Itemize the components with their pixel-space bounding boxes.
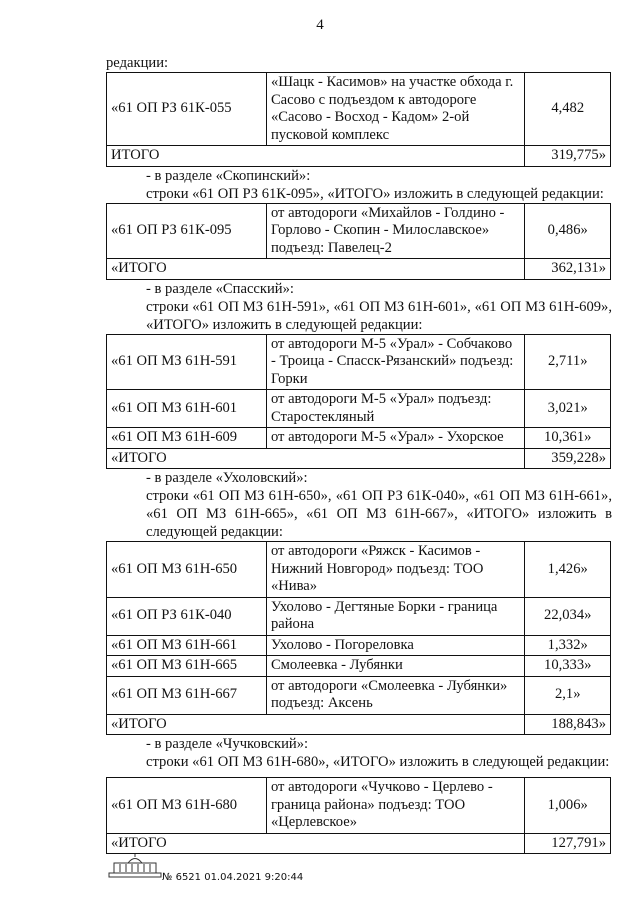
section-instruction: строки «61 ОП РЗ 61К-095», «ИТОГО» изложить в следующей редакции: [146,185,604,202]
road-code: «61 ОП РЗ 61К-095 [107,203,267,259]
table-row [107,390,611,428]
road-code: «61 ОП МЗ 61Н-591 [107,334,267,390]
total-value: 362,131» [525,259,611,280]
road-code: «61 ОП РЗ 61К-040 [107,597,267,635]
road-code: «61 ОП МЗ 61Н-650 [107,542,267,598]
table-row [107,635,611,656]
page-number: 4 [316,17,324,33]
road-code: «61 ОП РЗ 61К-055 [107,73,267,146]
road-code: «61 ОП МЗ 61Н-665 [107,656,267,677]
total-value: 188,843» [525,714,611,735]
total-label: «ИТОГО [107,448,525,469]
total-row [107,448,611,469]
road-name: от автодороги М-5 «Урал» - Собчаково - Троица - Спасск-Рязанский» подъезд: Горки [266,334,525,390]
total-row [107,259,611,280]
table-row [107,73,611,146]
section-heading: - в разделе «Скопинский»: [146,167,311,184]
table-row [107,334,611,390]
road-name: от автодороги «Чучково - Церлево - граница района» подъезд: ТОО «Церлевское» [266,778,525,834]
table-row [107,428,611,449]
road-code: «61 ОП МЗ 61Н-680 [107,778,267,834]
road-length: 1,006» [525,778,611,834]
road-code: «61 ОП МЗ 61Н-609 [107,428,267,449]
total-row [107,146,611,167]
road-length: 22,034» [525,597,611,635]
road-name: от автодороги «Смолеевка - Лубянки» подъезд: Аксень [266,676,525,714]
road-length: 0,486» [525,203,611,259]
road-length: 3,021» [525,390,611,428]
road-length: 4,482 [525,73,611,146]
total-label: «ИТОГО [107,833,525,854]
road-length: 2,1» [525,676,611,714]
table-row [107,656,611,677]
total-label: «ИТОГО [107,714,525,735]
table-row [107,597,611,635]
road-length: 2,711» [525,334,611,390]
section-heading: - в разделе «Ухоловский»: [146,470,308,486]
roads-table [106,541,611,735]
section-heading: - в разделе «Чучковский»: [146,736,309,752]
road-name: от автодороги М-5 «Урал» - Ухорское [266,428,525,449]
table-row [107,203,611,259]
roads-table [106,72,611,167]
total-value: 319,775» [525,146,611,167]
section-instruction: строки «61 ОП МЗ 61Н-591», «61 ОП МЗ 61Н-601», «61 ОП МЗ 61Н-609», «ИТОГО» изложить в следующей редакции: [146,298,612,333]
road-length: 1,426» [525,542,611,598]
roads-table [106,777,611,854]
roads-table [106,334,611,470]
table-row [107,542,611,598]
road-name: от автодороги М-5 «Урал» подъезд: Старостекляный [266,390,525,428]
total-row [107,714,611,735]
total-row [107,833,611,854]
total-value: 127,791» [525,833,611,854]
road-name: Ухолово - Погореловка [266,635,525,656]
document-body [106,54,612,854]
road-name: Смолеевка - Лубянки [266,656,525,677]
road-name: от автодороги «Ряжск - Касимов - Нижний Новгород» подъезд: ТОО «Нива» [266,542,525,598]
footer-emblem [108,853,162,884]
government-building-emblem-icon [108,853,162,879]
road-code: «61 ОП МЗ 61Н-601 [107,390,267,428]
road-length: 1,332» [525,635,611,656]
section-instruction: строки «61 ОП МЗ 61Н-650», «61 ОП РЗ 61К-040», «61 ОП МЗ 61Н-661», «61 ОП МЗ 61Н-665», «61 ОП МЗ 61Н-667», «ИТОГО» изложить в следующей редакции: [146,488,612,540]
total-label: «ИТОГО [107,259,525,280]
roads-table [106,203,611,280]
registration-stamp: № 6521 01.04.2021 9:20:44 [162,872,304,883]
section-instruction: строки «61 ОП МЗ 61Н-680», «ИТОГО» изложить в следующей редакции: [146,754,610,770]
table-row [107,778,611,834]
section-heading: - в разделе «Спасский»: [146,280,294,297]
road-length: 10,333» [525,656,611,677]
road-name: Ухолово - Дегтяные Борки - граница района [266,597,525,635]
road-length: 10,361» [525,428,611,449]
road-name: «Шацк - Касимов» на участке обхода г. Сасово с подъездом к автодороге «Сасово - Восход - Кадом» 2-ой пусковой комплекс [266,73,525,146]
table-row [107,676,611,714]
road-name: от автодороги «Михайлов - Голдино - Горлово - Скопин - Милославское» подъезд: Павелец-2 [266,203,525,259]
total-label: ИТОГО [107,146,525,167]
road-code: «61 ОП МЗ 61Н-661 [107,635,267,656]
road-code: «61 ОП МЗ 61Н-667 [107,676,267,714]
total-value: 359,228» [525,448,611,469]
section-lead: редакции: [106,55,169,71]
